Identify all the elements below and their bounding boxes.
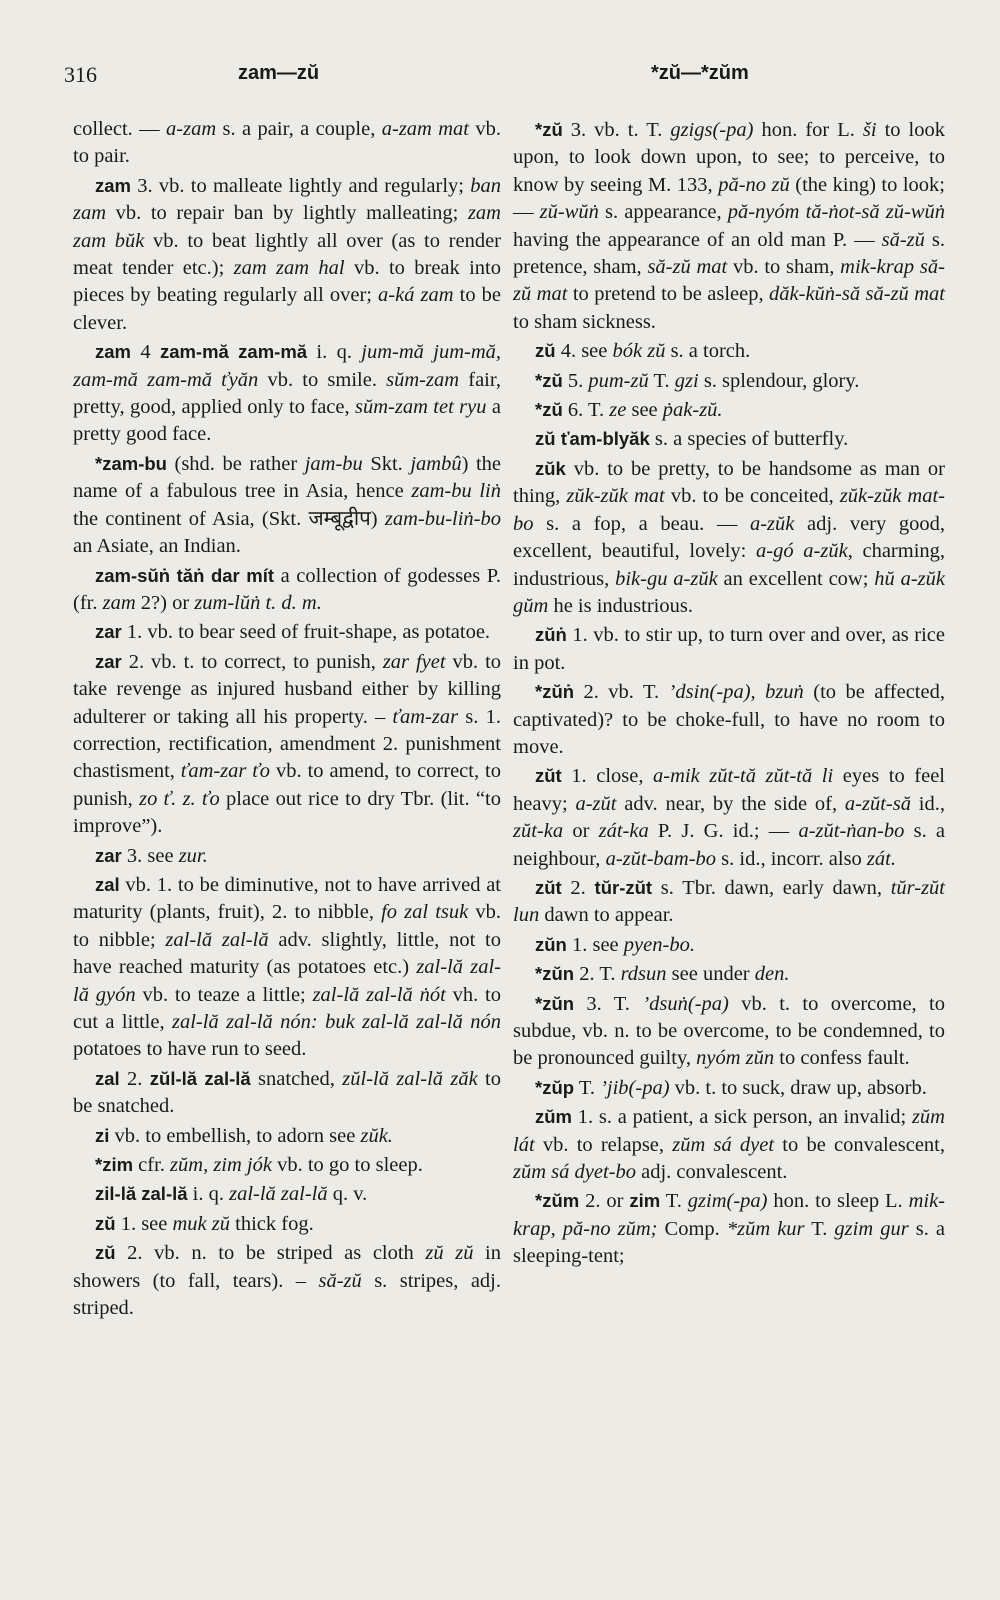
entry-text: 3. vb. t. T. bbox=[562, 119, 671, 141]
italic-term: ťam-zar ťo bbox=[180, 760, 271, 783]
italic-term: zŭm sá dyet bbox=[672, 1133, 775, 1156]
entry-text: vb. to teaze a little; bbox=[135, 983, 313, 1006]
italic-term: zát-ka bbox=[598, 820, 649, 843]
italic-term: a-zŭt-ṅan-bo bbox=[798, 820, 905, 843]
entry-text: dawn to appear. bbox=[539, 904, 674, 927]
left-column bbox=[73, 116, 501, 1323]
dictionary-entry bbox=[73, 450, 501, 561]
entry-text: 2. vb. T. bbox=[574, 681, 669, 704]
headword: zŭl-lă zal-lă bbox=[149, 1067, 251, 1089]
entry-text: vb. to go to sleep. bbox=[271, 1154, 423, 1177]
italic-term: sŭm-zam tet ryu bbox=[355, 396, 487, 419]
italic-term: nyóm zŭn bbox=[696, 1047, 775, 1070]
entry-text: s. 1. correction, rectification, amendment 2. punishment chastisment, bbox=[73, 705, 501, 783]
entry-text: 6. T. bbox=[562, 399, 610, 422]
italic-term: zo ť. z. ťo bbox=[139, 787, 220, 810]
entry-text: to sham sickness. bbox=[513, 310, 656, 333]
entry-text: 5. bbox=[562, 369, 589, 392]
headword: zŭt bbox=[535, 765, 562, 787]
italic-term: bik-gu a-zŭk bbox=[615, 567, 718, 590]
italic-term: *zŭm kur bbox=[726, 1217, 805, 1240]
dictionary-entry bbox=[73, 1065, 501, 1121]
entry-text: i. q. bbox=[187, 1183, 230, 1206]
italic-term: zam bbox=[102, 591, 136, 614]
italic-term: gzim(-pa) bbox=[687, 1190, 768, 1213]
entry-text: thick fog. bbox=[230, 1212, 314, 1235]
entry-text: vb. t. to suck, draw up, absorb. bbox=[669, 1076, 927, 1099]
entry-text: a pretty good face. bbox=[73, 396, 501, 446]
entry-text: vb. to smile. bbox=[258, 368, 387, 391]
headword: *zŭ bbox=[535, 119, 563, 140]
italic-term: zal-lă zal-lă nón: buk zal-lă zal-lă nón bbox=[172, 1011, 501, 1033]
italic-term: să-zŭ bbox=[881, 228, 925, 251]
entry-text: 2. vb. t. to correct, to punish, bbox=[121, 650, 383, 673]
entry-text: vb. to repair ban by lightly malleating; bbox=[106, 202, 468, 225]
headword: zar bbox=[95, 650, 122, 672]
italic-term: pă-nyóm tă-ṅot-să zŭ-wŭṅ bbox=[727, 201, 946, 224]
entry-text: q. v. bbox=[327, 1183, 368, 1206]
dictionary-entry bbox=[73, 172, 501, 337]
italic-term: ban zam bbox=[73, 174, 501, 225]
italic-term: ṗak-zŭ. bbox=[662, 399, 723, 422]
headword: *zŭm bbox=[535, 1190, 580, 1212]
entry-text: place out rice to dry Tbr. (lit. “to improve”). bbox=[73, 787, 501, 838]
dictionary-entry bbox=[73, 648, 501, 841]
italic-term: jam-bu bbox=[304, 452, 363, 475]
entry-text: hon. to sleep L. bbox=[767, 1190, 909, 1213]
italic-term: a-zŭk bbox=[749, 512, 795, 535]
italic-term: gzigs(-pa) bbox=[670, 119, 754, 141]
entry-text: s. appearance, bbox=[598, 201, 728, 224]
entry-text: vb. to break into pieces by beating regularly all over; bbox=[73, 257, 502, 307]
italic-term: zŭm, zim jók bbox=[170, 1154, 272, 1177]
entry-text: a collection of godesses P. (fr. bbox=[73, 564, 502, 614]
entry-text: an Asiate, an Indian. bbox=[73, 535, 241, 558]
dictionary-entry bbox=[513, 1074, 945, 1102]
entry-text: id., bbox=[910, 792, 945, 815]
entry-text: (to be affected, captivated)? to be choke-full, to have no room to move. bbox=[513, 681, 945, 758]
entry-text: s. splendour, glory. bbox=[698, 369, 860, 392]
italic-term: zŭk-zŭk mat bbox=[566, 485, 665, 508]
italic-term: zŭ-wŭṅ bbox=[539, 201, 599, 224]
entry-text: 2. bbox=[561, 876, 595, 899]
italic-term: bók zŭ bbox=[612, 340, 666, 363]
entry-text: Skt. bbox=[362, 452, 411, 475]
entry-text: the continent of Asia, (Skt. जम्बूद्वीप) bbox=[73, 507, 385, 530]
headword: zi bbox=[95, 1124, 110, 1146]
entry-text: to look upon, to look down upon, to see; to perceive, to know by seeing M. 133, bbox=[513, 119, 945, 196]
entry-text: in showers (to fall, tears). – bbox=[73, 1242, 501, 1292]
headword: zam bbox=[95, 174, 131, 196]
entry-text: (shd. be rather bbox=[166, 452, 305, 475]
italic-term: hŭ a-zŭk gŭm bbox=[513, 567, 946, 617]
italic-term: a-zam mat bbox=[381, 118, 469, 140]
italic-term: ’dsin(-pa), bzuṅ bbox=[668, 681, 804, 704]
headword: zŭm bbox=[535, 1106, 572, 1128]
headword: *zŭn bbox=[535, 992, 575, 1014]
running-head-left: zam—zŭ bbox=[238, 62, 320, 84]
headword: zŭk bbox=[535, 457, 566, 479]
entry-text: adj. very good, excellent, beautiful, lovely: bbox=[513, 512, 945, 563]
headword: *zim bbox=[95, 1154, 134, 1176]
italic-term: fo zal tsuk bbox=[381, 901, 469, 924]
dictionary-entry bbox=[73, 842, 501, 870]
italic-term: zŭl-lă zal-lă zăk bbox=[342, 1067, 478, 1090]
italic-term: a-ká zam bbox=[378, 284, 454, 307]
entry-text: vb. 1. to be diminutive, not to have arrived at maturity (plants, fruit), 2. to nibble, bbox=[73, 873, 501, 924]
entry-text: adj. convalescent. bbox=[635, 1161, 788, 1184]
headword: zŭn bbox=[535, 933, 567, 955]
italic-term: sŭm-zam bbox=[386, 368, 460, 391]
entry-text: to be snatched. bbox=[73, 1067, 502, 1118]
dictionary-entry bbox=[513, 396, 945, 424]
headword: zar bbox=[95, 621, 122, 643]
entry-text: see under bbox=[666, 963, 755, 986]
headword: zŭṅ bbox=[535, 624, 567, 646]
entry-text: vb. to be conceited, bbox=[664, 485, 840, 508]
italic-term: zŭm lát bbox=[513, 1106, 945, 1156]
italic-term: tŭr-zŭt lun bbox=[513, 876, 945, 927]
dictionary-entry bbox=[73, 116, 501, 171]
entry-text: 3. T. bbox=[574, 992, 643, 1015]
entry-text: see bbox=[626, 399, 663, 422]
dictionary-entry bbox=[73, 618, 501, 646]
headword: zil-lă zal-lă bbox=[95, 1183, 188, 1205]
italic-term: ši bbox=[862, 119, 877, 141]
headword: zŭt bbox=[535, 876, 562, 898]
italic-term: muk zŭ bbox=[172, 1212, 231, 1235]
entry-text: 2. T. bbox=[574, 963, 621, 986]
entry-text: to be clever. bbox=[73, 284, 501, 334]
italic-term: pă-no zŭ bbox=[718, 173, 790, 196]
headword: zal bbox=[95, 1067, 120, 1089]
italic-term: gzim gur bbox=[834, 1217, 909, 1240]
italic-term: zam-bu liṅ bbox=[411, 480, 502, 503]
dictionary-entry bbox=[513, 762, 945, 873]
headword: *zam-bu bbox=[95, 452, 167, 474]
entry-text: T. bbox=[648, 369, 675, 392]
italic-term: rdsun bbox=[620, 963, 667, 986]
italic-term: den. bbox=[754, 963, 790, 986]
entry-text: 2. bbox=[119, 1067, 150, 1090]
entry-text: P. J. G. id.; — bbox=[648, 820, 799, 843]
italic-term: ze bbox=[609, 399, 627, 422]
dictionary-entry bbox=[513, 1187, 945, 1270]
entry-text: T. bbox=[660, 1190, 688, 1213]
italic-term: dăk-kŭṅ-să să-zŭ mat bbox=[769, 283, 945, 306]
entry-text: T. bbox=[804, 1217, 835, 1240]
entry-text: s. stripes, adj. striped. bbox=[73, 1269, 501, 1320]
entry-text: to confess fault. bbox=[774, 1047, 910, 1070]
entry-text: s. a fop, a beau. — bbox=[533, 512, 750, 535]
entry-text: s. a species of butterfly. bbox=[649, 428, 849, 451]
entry-text: vh. to cut a little, bbox=[73, 983, 502, 1033]
dictionary-entry bbox=[73, 1122, 501, 1150]
dictionary-entry bbox=[513, 1103, 945, 1186]
italic-term: a-zam bbox=[166, 118, 217, 140]
italic-term: zal-lă zal-lă ṅót bbox=[312, 983, 446, 1006]
italic-term: zar fyet bbox=[382, 650, 446, 673]
headword: zam-sŭṅ tăṅ dar mít bbox=[95, 564, 275, 586]
italic-term: zal-lă zal-lă bbox=[229, 1183, 328, 1206]
italic-term: zam zam bŭk bbox=[73, 202, 501, 252]
entry-text: 1. close, bbox=[561, 765, 654, 788]
italic-term: zát. bbox=[866, 847, 896, 870]
dictionary-entry bbox=[513, 931, 945, 959]
entry-text: adv. slightly, little, not to have reached maturity (as potatoes etc.) bbox=[73, 928, 501, 979]
headword: *zŭp bbox=[535, 1076, 575, 1098]
entry-text: T. bbox=[574, 1076, 601, 1099]
headword: *zŭ bbox=[535, 399, 563, 421]
headword: zam bbox=[95, 341, 131, 363]
entry-text: eyes to feel heavy; bbox=[513, 765, 945, 815]
entry-text: he is industrious. bbox=[548, 594, 693, 617]
entry-text: to be convalescent, bbox=[774, 1133, 945, 1156]
italic-term: zur. bbox=[178, 844, 208, 867]
italic-term: jambû bbox=[410, 452, 462, 475]
dictionary-entry bbox=[73, 562, 501, 618]
italic-term: zum-lŭṅ t. d. m. bbox=[194, 591, 322, 614]
dictionary-entry bbox=[513, 621, 945, 677]
entry-text: s. a sleeping-tent; bbox=[513, 1217, 945, 1268]
dictionary-entry bbox=[513, 960, 945, 988]
italic-term: zŭk. bbox=[360, 1124, 393, 1147]
entry-text: vb. to nibble; bbox=[73, 901, 502, 951]
italic-term: a-zŭt-să bbox=[844, 792, 911, 815]
entry-text: 2. or bbox=[579, 1190, 630, 1213]
headword: zŭ bbox=[95, 1212, 116, 1234]
headword: tŭr-zŭt bbox=[594, 876, 653, 898]
dictionary-entry bbox=[513, 367, 945, 395]
entry-text: s. Tbr. dawn, early dawn, bbox=[652, 876, 891, 899]
entry-text: 2. vb. n. to be striped as cloth bbox=[115, 1242, 426, 1265]
dictionary-entry bbox=[513, 455, 945, 620]
entry-text: s. a pair, a couple, bbox=[216, 118, 382, 140]
italic-term: a-zŭt-bam-bo bbox=[605, 847, 717, 870]
entry-text: to pretend to be asleep, bbox=[567, 283, 770, 306]
entry-text: collect. — bbox=[73, 118, 167, 140]
headword: zim bbox=[629, 1190, 661, 1212]
dictionary-entry bbox=[73, 338, 501, 449]
italic-term: zŭt-ka bbox=[513, 820, 564, 843]
entry-text: , charming, industrious, bbox=[513, 540, 946, 590]
entry-text: vb. t. to overcome, to subdue, vb. n. to be overcome, to be condemned, to be pronounced guilty, bbox=[513, 992, 945, 1070]
italic-term: mik-krap, pă-no zŭm; bbox=[513, 1190, 946, 1240]
italic-term: zal-lă zal-lă bbox=[165, 928, 269, 951]
dictionary-entry bbox=[513, 337, 945, 365]
dictionary-entry bbox=[513, 678, 945, 761]
headword: zŭ ťam-blyăk bbox=[535, 428, 650, 450]
italic-term: a-zŭt bbox=[575, 792, 617, 815]
entry-text: hon. for L. bbox=[753, 119, 863, 141]
entry-text: s. id., incorr. also bbox=[716, 847, 867, 870]
entry-text: 4. see bbox=[555, 340, 613, 363]
entry-text: adv. near, by the side of, bbox=[616, 792, 845, 815]
entry-text: vb. to take revenge as injured husband either by killing adulterer or taking all his property. – bbox=[73, 650, 502, 728]
entry-text: 4 bbox=[131, 341, 160, 364]
entry-text: vb. to beat lightly all over (as to render meat tender etc.); bbox=[73, 229, 501, 280]
page-number: 316 bbox=[64, 62, 97, 87]
headword: zam-mă zam-mă bbox=[159, 341, 308, 363]
italic-term: zal-lă zal-lă gyón bbox=[73, 956, 501, 1006]
italic-term: zŭk-zŭk mat-bo bbox=[513, 485, 945, 535]
italic-term: ’jib(-pa) bbox=[600, 1076, 670, 1099]
headword: *zŭṅ bbox=[535, 681, 575, 703]
italic-term: a-gó a-zŭk bbox=[756, 540, 848, 563]
italic-term: zŭm sá dyet-bo bbox=[513, 1161, 636, 1184]
italic-term: ’dsuṅ(-pa) bbox=[642, 992, 729, 1015]
entry-text: (the king) to look; — bbox=[513, 173, 945, 224]
italic-term: jum-mă jum-mă, zam-mă zam-mă ťyăn bbox=[73, 341, 502, 391]
italic-term: zŭ zŭ bbox=[425, 1242, 474, 1265]
headword: zal bbox=[95, 873, 120, 895]
dictionary-entry bbox=[513, 874, 945, 930]
entry-text: 3. see bbox=[121, 844, 179, 867]
entry-text: 1. see bbox=[115, 1212, 173, 1235]
italic-term: să-zŭ bbox=[318, 1269, 362, 1292]
dictionary-entry bbox=[73, 1239, 501, 1322]
headword: zŭ bbox=[535, 340, 556, 362]
entry-text: having the appearance of an old man P. — bbox=[513, 228, 882, 251]
entry-text: cfr. bbox=[133, 1154, 171, 1177]
entry-text: s. pretence, sham, bbox=[513, 228, 945, 279]
entry-text: Comp. bbox=[657, 1217, 727, 1240]
dictionary-entry bbox=[513, 425, 945, 453]
dictionary-entry bbox=[73, 871, 501, 1064]
italic-term: gzi bbox=[674, 369, 699, 392]
italic-term: să-zŭ mat bbox=[647, 256, 728, 279]
entry-text: vb. to sham, bbox=[727, 256, 841, 279]
entry-text: an excellent cow; bbox=[717, 567, 875, 590]
entry-text: s. a neighbour, bbox=[513, 820, 945, 870]
headword: *zŭ bbox=[535, 369, 563, 391]
entry-text: 1. vb. to stir up, to turn over and over, as rice in pot. bbox=[513, 624, 945, 674]
right-column bbox=[513, 116, 945, 1272]
entry-text: ) the name of a fabulous tree in Asia, hence bbox=[73, 452, 502, 503]
dictionary-entry bbox=[513, 116, 945, 336]
entry-text: snatched, bbox=[250, 1067, 343, 1090]
headword: zŭ bbox=[95, 1242, 116, 1264]
entry-text: vb. to be pretty, to be handsome as man or thing, bbox=[513, 457, 945, 508]
italic-term: a-mik zŭt-tă zŭt-tă li bbox=[653, 765, 834, 788]
entry-text: 1. s. a patient, a sick person, an invalid; bbox=[572, 1106, 912, 1129]
entry-text: 1. see bbox=[566, 933, 624, 956]
entry-text: vb. to relapse, bbox=[534, 1133, 673, 1156]
entry-text: vb. to embellish, to adorn see bbox=[109, 1124, 361, 1147]
italic-term: pyen-bo. bbox=[623, 933, 695, 956]
entry-text: fair, pretty, good, applied only to face, bbox=[73, 368, 501, 419]
italic-term: pum-zŭ bbox=[588, 369, 649, 392]
dictionary-entry bbox=[73, 1180, 501, 1208]
headword: *zŭn bbox=[535, 963, 575, 985]
dictionary-entry bbox=[73, 1151, 501, 1179]
entry-text: i. q. bbox=[307, 341, 362, 364]
dictionary-entry bbox=[73, 1210, 501, 1238]
entry-text: or bbox=[563, 820, 599, 843]
entry-text: vb. to amend, to correct, to punish, bbox=[73, 760, 501, 810]
entry-text: vb. to pair. bbox=[73, 118, 502, 168]
entry-text: 1. vb. to bear seed of fruit-shape, as potatoe. bbox=[121, 621, 491, 644]
italic-term: zam-bu-liṅ-bo bbox=[384, 507, 501, 530]
running-head-right: *zŭ—*zŭm bbox=[651, 62, 749, 84]
italic-term: ťam-zar bbox=[392, 705, 459, 728]
headword: zar bbox=[95, 844, 122, 866]
italic-term: mik-krap să-zŭ mat bbox=[513, 256, 945, 306]
entry-text: potatoes to have run to seed. bbox=[73, 1038, 307, 1061]
dictionary-entry bbox=[513, 990, 945, 1073]
italic-term: zam zam hal bbox=[233, 257, 345, 280]
entry-text: 2?) or bbox=[135, 591, 195, 614]
entry-text: s. a torch. bbox=[665, 340, 751, 363]
entry-text: 3. vb. to malleate lightly and regularly; bbox=[131, 174, 471, 197]
